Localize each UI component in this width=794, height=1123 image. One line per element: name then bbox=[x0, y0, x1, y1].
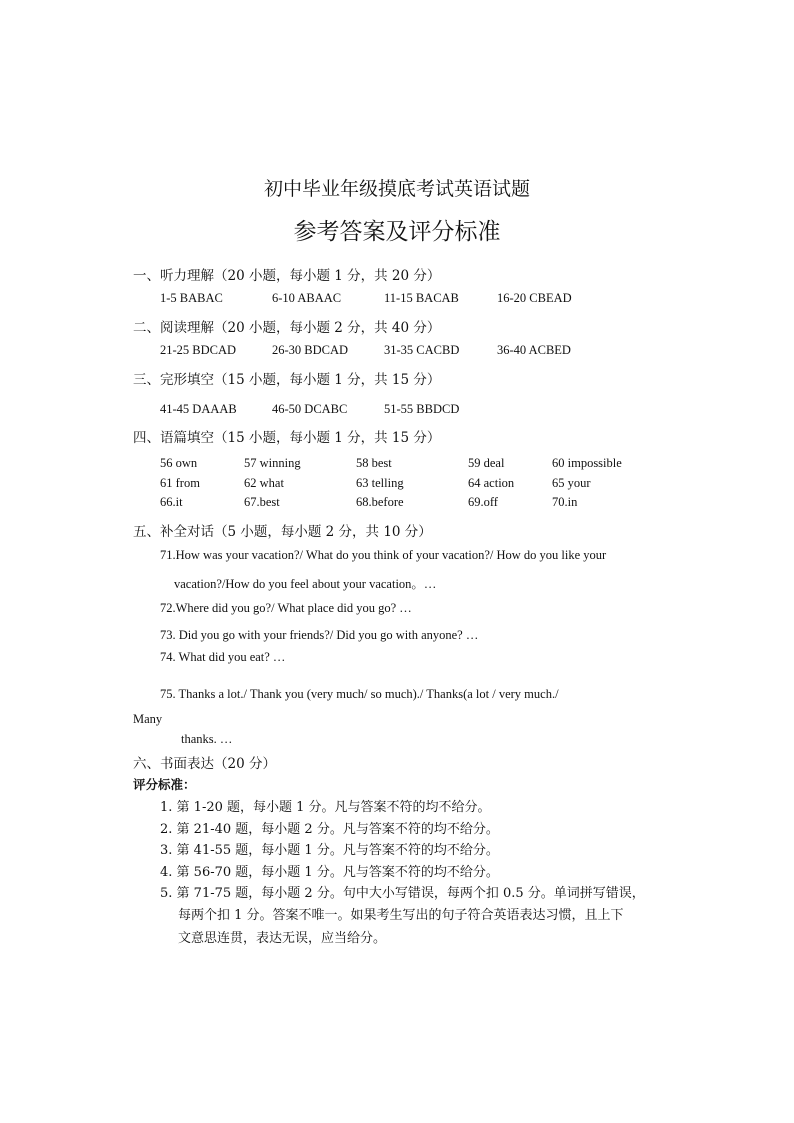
answer-word: 64 action bbox=[468, 476, 515, 490]
section-heading-reading: 二、阅读理解（20 小题，每小题 2 分，共 40 分） bbox=[133, 320, 441, 336]
criteria-item: 4. 第 56-70 题，每小题 1 分。凡与答案不符的均不给分。 bbox=[160, 865, 499, 880]
answer-group: 26-30 BDCAD bbox=[272, 343, 349, 357]
document-subtitle: 参考答案及评分标准 bbox=[293, 219, 501, 245]
answer-word: 60 impossible bbox=[552, 456, 622, 470]
section-heading-writing: 六、书面表达（20 分） bbox=[133, 756, 276, 772]
answer-word: 61 from bbox=[160, 476, 200, 490]
dialogue-answer-continued: Many bbox=[133, 712, 163, 726]
answer-group: 16-20 CBEAD bbox=[497, 291, 572, 305]
criteria-item-continued: 文意思连贯，表达无误，应当给分。 bbox=[178, 931, 387, 946]
answer-group: 21-25 BDCAD bbox=[160, 343, 237, 357]
answer-word: 59 deal bbox=[468, 456, 505, 470]
answer-word: 62 what bbox=[244, 476, 284, 490]
answer-word: 58 best bbox=[356, 456, 392, 470]
answer-word: 70.in bbox=[552, 495, 578, 509]
criteria-item-continued: 每两个扣 1 分。答案不唯一。如果考生写出的句子符合英语表达习惯，且上下 bbox=[178, 908, 624, 923]
answer-word: 67.best bbox=[244, 495, 280, 509]
section-heading-listening: 一、听力理解（20 小题，每小题 1 分，共 20 分） bbox=[133, 268, 441, 284]
criteria-item: 3. 第 41-55 题，每小题 1 分。凡与答案不符的均不给分。 bbox=[160, 843, 499, 858]
section-heading-cloze: 三、完形填空（15 小题，每小题 1 分，共 15 分） bbox=[133, 372, 441, 388]
answer-word: 68.before bbox=[356, 495, 404, 509]
dialogue-answer: 71.How was your vacation?/ What do you think of your vacation?/ How do you like your bbox=[160, 548, 607, 562]
section-heading-dialogue: 五、补全对话（5 小题，每小题 2 分，共 10 分） bbox=[133, 524, 432, 540]
answer-word: 69.off bbox=[468, 495, 498, 509]
dialogue-answer: 75. Thanks a lot./ Thank you (very much/ so much)./ Thanks(a lot / very much./ bbox=[160, 687, 559, 701]
dialogue-answer-continued: thanks. … bbox=[181, 732, 233, 746]
answer-group: 1-5 BABAC bbox=[160, 291, 223, 305]
dialogue-answer: 74. What did you eat? … bbox=[160, 650, 286, 664]
answer-word: 57 winning bbox=[244, 456, 301, 470]
criteria-item: 2. 第 21-40 题，每小题 2 分。凡与答案不符的均不给分。 bbox=[160, 822, 499, 837]
answer-group: 51-55 BBDCD bbox=[384, 402, 460, 416]
answer-group: 31-35 CACBD bbox=[384, 343, 460, 357]
answer-word: 63 telling bbox=[356, 476, 404, 490]
section-heading-passage-fill: 四、语篇填空（15 小题，每小题 1 分，共 15 分） bbox=[133, 430, 441, 446]
answer-group: 6-10 ABAAC bbox=[272, 291, 342, 305]
criteria-item: 5. 第 71-75 题，每小题 2 分。句中大小写错误，每两个扣 0.5 分。单词拼写错误， bbox=[160, 886, 645, 901]
dialogue-answer: 73. Did you go with your friends?/ Did you go with anyone? … bbox=[160, 628, 479, 642]
dialogue-answer: 72.Where did you go?/ What place did you go? … bbox=[160, 601, 412, 615]
answer-group: 36-40 ACBED bbox=[497, 343, 571, 357]
criteria-item: 1. 第 1-20 题，每小题 1 分。凡与答案不符的均不给分。 bbox=[160, 800, 491, 815]
answer-group: 41-45 DAAAB bbox=[160, 402, 237, 416]
answer-word: 65 your bbox=[552, 476, 591, 490]
dialogue-answer-continued: vacation?/How do you feel about your vacation。… bbox=[174, 577, 437, 591]
answer-word: 56 own bbox=[160, 456, 198, 470]
criteria-label: 评分标准： bbox=[133, 777, 196, 792]
answer-group: 11-15 BACAB bbox=[384, 291, 459, 305]
answer-group: 46-50 DCABC bbox=[272, 402, 348, 416]
document-title: 初中毕业年级摸底考试英语试题 bbox=[263, 178, 530, 200]
answer-word: 66.it bbox=[160, 495, 183, 509]
